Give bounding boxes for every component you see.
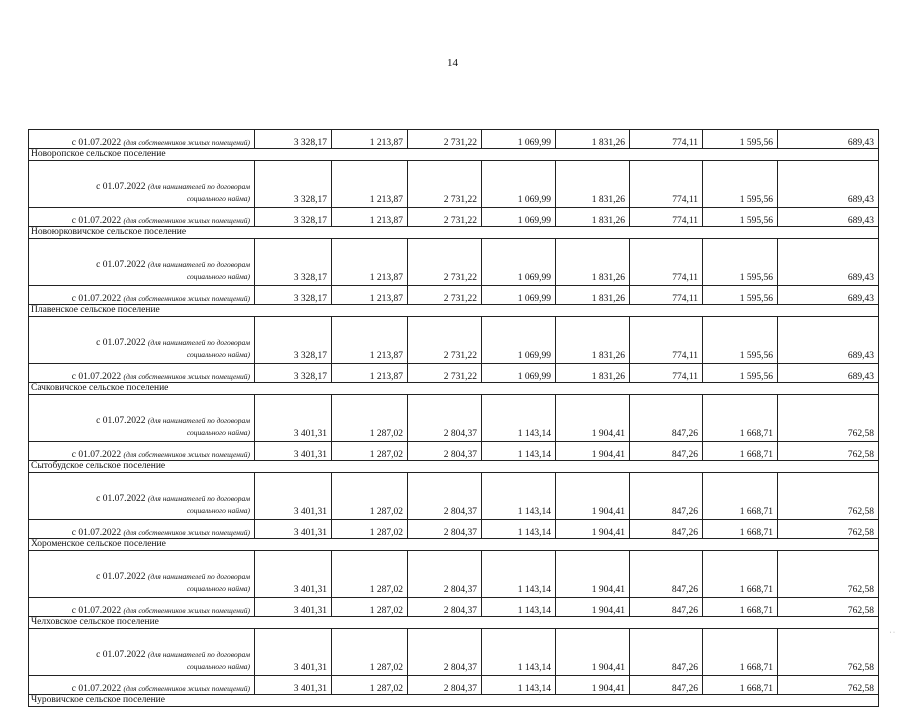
rate-cell: 1 904,41 [556,551,630,598]
rate-cell: 3 401,31 [255,395,332,442]
rate-cell: 762,58 [778,473,879,520]
rate-cell: 2 804,37 [408,442,482,461]
rate-cell: 2 804,37 [408,629,482,676]
rate-cell: 3 328,17 [255,364,332,383]
rate-cell: 1 668,71 [703,629,778,676]
rate-cell: 762,58 [778,442,879,461]
rate-cell: 1 831,26 [556,208,630,227]
rate-cell: 1 595,56 [703,239,778,286]
rate-cell: 1 069,99 [482,161,556,208]
rate-cell: 774,11 [630,130,703,149]
section-title: Челховское сельское поселение [29,617,879,629]
rate-cell: 847,26 [630,520,703,539]
rate-cell: 2 731,22 [408,239,482,286]
section-title: Сачковичское сельское поселение [29,383,879,395]
rate-cell: 3 401,31 [255,473,332,520]
rate-cell: 689,43 [778,317,879,364]
rate-cell: 1 143,14 [482,676,556,695]
rate-cell: 689,43 [778,364,879,383]
rate-cell: 3 328,17 [255,239,332,286]
rate-cell: 2 804,37 [408,676,482,695]
section-row [29,383,879,395]
rate-cell: 2 804,37 [408,473,482,520]
rate-cell: 847,26 [630,551,703,598]
rate-cell: 1 287,02 [332,473,408,520]
table-row-owner [29,364,879,383]
rate-cell: 3 401,31 [255,629,332,676]
tenant-label: с 01.07.2022 (для нанимателей по договорам социального найма) [29,317,255,364]
rate-cell: 1 668,71 [703,473,778,520]
rate-cell: 1 143,14 [482,442,556,461]
rate-cell: 2 731,22 [408,364,482,383]
section-title: Сытобудское сельское поселение [29,461,879,473]
rate-cell: 1 143,14 [482,520,556,539]
rate-cell: 2 731,22 [408,208,482,227]
rate-cell: 1 904,41 [556,629,630,676]
rate-cell: 1 904,41 [556,676,630,695]
rate-cell: 689,43 [778,161,879,208]
tariff-table [28,129,879,707]
rate-cell: 1 143,14 [482,598,556,617]
rate-cell: 1 904,41 [556,520,630,539]
rate-cell: 3 328,17 [255,130,332,149]
table-row-tenant [29,473,879,520]
section-row [29,227,879,239]
rate-cell: 1 668,71 [703,395,778,442]
scan-mark: · · [889,630,895,636]
rate-cell: 2 804,37 [408,551,482,598]
rate-cell: 3 401,31 [255,520,332,539]
rate-cell: 3 401,31 [255,676,332,695]
rate-cell: 1 831,26 [556,286,630,305]
rate-cell: 1 143,14 [482,551,556,598]
rate-cell: 847,26 [630,442,703,461]
table-row-tenant [29,161,879,208]
rate-cell: 1 069,99 [482,317,556,364]
table-row-tenant [29,629,879,676]
rate-cell: 1 668,71 [703,442,778,461]
rate-cell: 3 401,31 [255,442,332,461]
rate-cell: 847,26 [630,473,703,520]
table-row-tenant [29,317,879,364]
rate-cell: 1 668,71 [703,520,778,539]
section-title: Новоюрковичское сельское поселение [29,227,879,239]
rate-cell: 1 069,99 [482,130,556,149]
section-title: Плавенское сельское поселение [29,305,879,317]
rate-cell: 1 069,99 [482,286,556,305]
rate-cell: 1 904,41 [556,473,630,520]
rate-cell: 1 831,26 [556,364,630,383]
section-title: Чуровичское сельское поселение [29,695,879,707]
rate-cell: 1 213,87 [332,130,408,149]
rate-cell: 774,11 [630,239,703,286]
rate-cell: 774,11 [630,208,703,227]
owner-label: с 01.07.2022 (для собственников жилых помещений) [29,286,255,305]
owner-label: с 01.07.2022 (для собственников жилых помещений) [29,130,255,149]
rate-cell: 762,58 [778,629,879,676]
rate-cell: 1 213,87 [332,364,408,383]
owner-label: с 01.07.2022 (для собственников жилых помещений) [29,208,255,227]
rate-cell: 1 287,02 [332,395,408,442]
rate-cell: 1 668,71 [703,598,778,617]
tenant-label: с 01.07.2022 (для нанимателей по договорам социального найма) [29,473,255,520]
rate-cell: 762,58 [778,520,879,539]
rate-cell: 3 328,17 [255,317,332,364]
rate-cell: 2 731,22 [408,161,482,208]
rate-cell: 1 213,87 [332,208,408,227]
rate-cell: 1 143,14 [482,395,556,442]
rate-cell: 3 328,17 [255,286,332,305]
table-row-owner [29,598,879,617]
rate-cell: 1 831,26 [556,239,630,286]
rate-cell: 762,58 [778,598,879,617]
rate-cell: 1 904,41 [556,442,630,461]
rate-cell: 762,58 [778,551,879,598]
rate-cell: 1 213,87 [332,239,408,286]
table-row-owner [29,676,879,695]
rate-cell: 1 287,02 [332,676,408,695]
tenant-label: с 01.07.2022 (для нанимателей по договорам социального найма) [29,161,255,208]
rate-cell: 762,58 [778,395,879,442]
rate-cell: 1 213,87 [332,317,408,364]
rate-cell: 1 668,71 [703,551,778,598]
rate-cell: 689,43 [778,239,879,286]
section-title: Хороменское сельское поселение [29,539,879,551]
rate-cell: 2 731,22 [408,130,482,149]
rate-cell: 1 831,26 [556,161,630,208]
rate-cell: 847,26 [630,676,703,695]
table-row-owner [29,130,879,149]
rate-cell: 3 328,17 [255,161,332,208]
section-row [29,695,879,707]
section-row [29,539,879,551]
section-row [29,617,879,629]
owner-label: с 01.07.2022 (для собственников жилых помещений) [29,598,255,617]
rate-cell: 2 731,22 [408,286,482,305]
rate-cell: 1 595,56 [703,161,778,208]
section-row [29,461,879,473]
rate-cell: 2 804,37 [408,395,482,442]
rate-cell: 774,11 [630,286,703,305]
table-row-tenant [29,551,879,598]
rate-cell: 1 069,99 [482,364,556,383]
rate-cell: 1 595,56 [703,317,778,364]
rate-cell: 3 401,31 [255,551,332,598]
rate-cell: 1 287,02 [332,629,408,676]
table-row-owner [29,208,879,227]
rate-cell: 1 069,99 [482,239,556,286]
rate-cell: 1 143,14 [482,473,556,520]
rate-cell: 762,58 [778,676,879,695]
tenant-label: с 01.07.2022 (для нанимателей по договорам социального найма) [29,239,255,286]
rate-cell: 689,43 [778,208,879,227]
rate-cell: 1 287,02 [332,598,408,617]
rate-cell: 3 328,17 [255,208,332,227]
rate-cell: 3 401,31 [255,598,332,617]
rate-cell: 1 904,41 [556,395,630,442]
rate-cell: 1 287,02 [332,442,408,461]
rate-cell: 847,26 [630,629,703,676]
section-title: Новоропское сельское поселение [29,149,879,161]
table-row-tenant [29,395,879,442]
rate-cell: 2 804,37 [408,598,482,617]
rate-cell: 1 069,99 [482,208,556,227]
table-row-tenant [29,239,879,286]
rate-cell: 1 595,56 [703,364,778,383]
owner-label: с 01.07.2022 (для собственников жилых помещений) [29,442,255,461]
table-row-owner [29,520,879,539]
rate-cell: 774,11 [630,161,703,208]
rate-cell: 847,26 [630,395,703,442]
owner-label: с 01.07.2022 (для собственников жилых помещений) [29,520,255,539]
rate-cell: 1 595,56 [703,130,778,149]
owner-label: с 01.07.2022 (для собственников жилых помещений) [29,364,255,383]
rate-cell: 1 287,02 [332,551,408,598]
rate-cell: 689,43 [778,130,879,149]
rate-cell: 1 595,56 [703,208,778,227]
tenant-label: с 01.07.2022 (для нанимателей по договорам социального найма) [29,551,255,598]
rate-cell: 847,26 [630,598,703,617]
section-row [29,149,879,161]
rate-cell: 689,43 [778,286,879,305]
rate-cell: 1 287,02 [332,520,408,539]
rate-cell: 1 143,14 [482,629,556,676]
owner-label: с 01.07.2022 (для собственников жилых помещений) [29,676,255,695]
rate-cell: 1 668,71 [703,676,778,695]
table-row-owner [29,286,879,305]
tenant-label: с 01.07.2022 (для нанимателей по договорам социального найма) [29,629,255,676]
page-number: 14 [447,57,458,69]
table-row-owner [29,442,879,461]
tenant-label: с 01.07.2022 (для нанимателей по договорам социального найма) [29,395,255,442]
rate-cell: 1 831,26 [556,317,630,364]
rate-cell: 1 213,87 [332,286,408,305]
rate-cell: 2 804,37 [408,520,482,539]
rate-cell: 2 731,22 [408,317,482,364]
section-row [29,305,879,317]
rate-cell: 1 831,26 [556,130,630,149]
rate-cell: 1 595,56 [703,286,778,305]
rate-cell: 774,11 [630,364,703,383]
rate-cell: 1 213,87 [332,161,408,208]
rate-cell: 1 904,41 [556,598,630,617]
rate-cell: 774,11 [630,317,703,364]
